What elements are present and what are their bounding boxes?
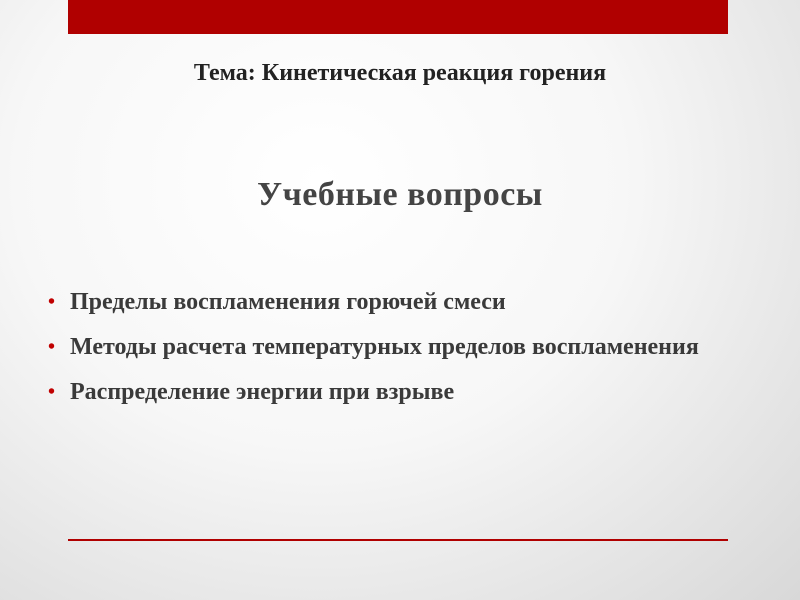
study-questions-list xyxy=(48,284,728,419)
list-item xyxy=(48,284,728,321)
question-text: Методы расчета температурных пределов воспламенения xyxy=(70,334,699,360)
question-text: Распределение энергии при взрыве xyxy=(70,379,455,405)
top-accent-bar xyxy=(68,0,728,34)
bullet-icon: • xyxy=(48,381,56,403)
list-item xyxy=(48,329,728,366)
section-heading: Учебные вопросы xyxy=(257,176,543,213)
bullet-icon: • xyxy=(48,336,56,358)
list-item xyxy=(48,374,728,411)
bottom-divider-line xyxy=(68,539,728,541)
question-text: Пределы воспламенения горючей смеси xyxy=(70,289,506,315)
bullet-icon: • xyxy=(48,291,56,313)
topic-title: Тема: Кинетическая реакция горения xyxy=(193,60,607,86)
